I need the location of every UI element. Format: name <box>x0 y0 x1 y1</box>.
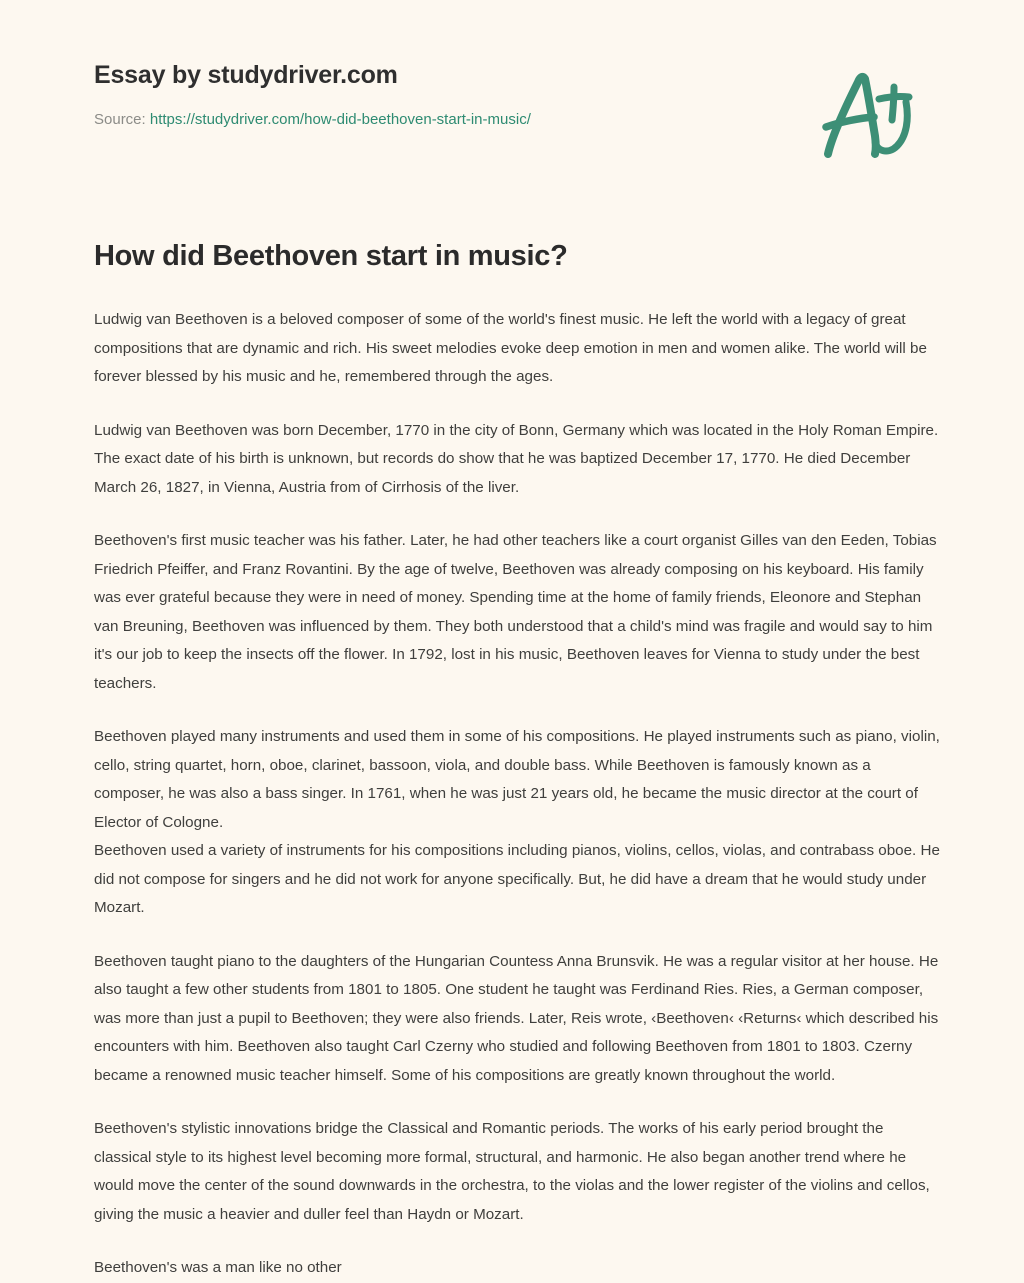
paragraph: Beethoven taught piano to the daughters of the Hungarian Countess Anna Brunsvik. He was a regular visitor at her house. He also taught a few other students from 1801 to 1805. One student he taught was Ferdinand Ries. Ries, a German composer, was more than just a pupil to Beethoven; they were also friends. Later, Reis wrote, ‹Beethoven‹ ‹Returns‹ which described his encounters with him. Beethoven also taught Carl Czerny who studied and following Beethoven from 1801 to 1803. Czerny became a renowned music teacher himself. Some of his compositions are greatly known throughout the world. <box>94 952 939 1084</box>
paragraph: Ludwig van Beethoven is a beloved composer of some of the world's finest music. He left the world with a legacy of great compositions that are dynamic and rich. His sweet melodies evoke deep emotion in men and women alike. The world will be forever blessed by his music and he, remembered through the ages. <box>94 311 927 386</box>
source-line <box>94 90 714 129</box>
page-header <box>0 0 1024 200</box>
source-label: Source: <box>94 110 146 128</box>
paragraph: Beethoven's was a man like no other <box>94 1259 342 1277</box>
source-url-link[interactable]: https://studydriver.com/how-did-beethoven-start-in-music/ <box>149 110 531 128</box>
paragraph: Beethoven played many instruments and used them in some of his compositions. He played instruments such as piano, violin, cello, string quartet, horn, oboe, clarinet, bassoon, viola, and double bass. While Beethoven is famously known as a composer, he was also a bass singer. In 1761, when he was just 21 years old, he became the music director at the court of Elector of Cologne. Beethoven used a variety of instruments for his compositions including pianos, violins, cellos, violas, and contrabass oboe. He did not compose for singers and he did not work for anyone specifically. But, he did have a dream that he would study under Mozart. <box>94 728 940 917</box>
brand-title: Essay by studydriver.com <box>94 61 398 89</box>
article <box>94 238 944 1283</box>
paragraph: Beethoven's first music teacher was his father. Later, he had other teachers like a court organist Gilles van den Eeden, Tobias Friedrich Pfeiffer, and Franz Rovantini. By the age of twelve, Beethoven was already composing on his keyboard. His family was ever grateful because they were in need of money. Spending time at the home of family friends, Eleonore and Stephan van Breuning, Beethoven was influenced by them. They both understood that a child's mind was fragile and would say to him it's our job to keep the insects off the flower. In 1792, lost in his music, Beethoven leaves for Vienna to study under the best teachers. <box>94 532 937 692</box>
paragraph: Beethoven's stylistic innovations bridge the Classical and Romantic periods. The works of his early period brought the classical style to its highest level becoming more formal, structural, and harmonic. He also began another trend where he would move the center of the sound downwards in the orchestra, to the violas and the lower register of the violins and cellos, giving the music a heavier and duller feel than Haydn or Mozart. <box>94 1120 930 1223</box>
paragraph: Ludwig van Beethoven was born December, 1770 in the city of Bonn, Germany which was located in the Holy Roman Empire. The exact date of his birth is unknown, but records do show that he was baptized December 17, 1770. He died December March 26, 1827, in Vienna, Austria from of Cirrhosis of the liver. <box>94 421 939 496</box>
article-body <box>94 274 944 1283</box>
studydriver-aplus-logo <box>812 66 916 162</box>
page-title: How did Beethoven start in music? <box>94 240 568 272</box>
brand-block <box>94 62 714 129</box>
